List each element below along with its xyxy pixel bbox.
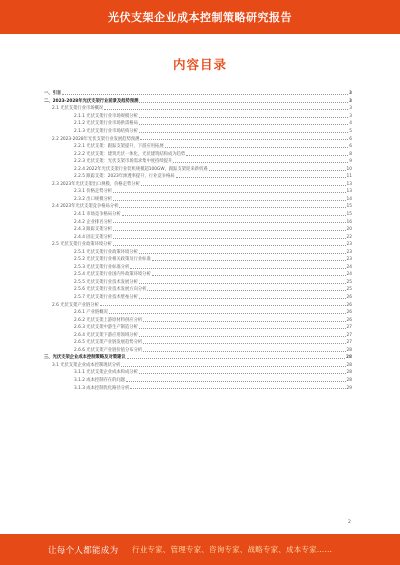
toc-dot-leader — [139, 132, 348, 133]
toc-dot-leader — [152, 275, 346, 276]
toc-dot-leader — [139, 283, 346, 284]
toc-entry[interactable] — [44, 97, 352, 105]
toc-entry-page: 26 — [346, 302, 352, 308]
toc-entry-page: 28 — [346, 370, 352, 376]
toc-dot-leader — [140, 139, 348, 140]
toc-dot-leader — [139, 298, 346, 299]
toc-entry[interactable] — [44, 232, 352, 240]
toc-entry[interactable] — [44, 240, 352, 248]
toc-entry-title: 3.1.2 成本控制存在的问题 — [74, 378, 125, 384]
toc-entry-title: 2.1.1 光伏支架行业市场规模分析 — [74, 113, 138, 119]
toc-entry-title: 2.4.4 固定支架分析 — [74, 234, 113, 240]
toc-entry-title: 2.6.2 光伏支架上游原材料供应分析 — [74, 317, 143, 323]
toc-dot-leader — [143, 343, 345, 344]
toc-dot-leader — [113, 200, 345, 201]
toc-entry-page: 23 — [346, 249, 352, 255]
toc-entry-page: 27 — [346, 340, 352, 346]
toc-entry-page: 6 — [349, 144, 352, 150]
toc-entry[interactable] — [44, 353, 352, 361]
toc-entry[interactable] — [44, 112, 352, 120]
toc-dot-leader — [62, 94, 348, 95]
toc-dot-leader — [143, 351, 345, 352]
toc-dot-leader — [126, 381, 346, 382]
toc-dot-leader — [113, 230, 345, 231]
toc-entry[interactable] — [44, 300, 352, 308]
toc-dot-leader — [139, 328, 346, 329]
footer-bar — [0, 534, 400, 565]
toc-entry-page: 24 — [346, 272, 352, 278]
toc-dot-leader — [127, 358, 345, 359]
toc-entry[interactable] — [44, 195, 352, 203]
toc-dot-leader — [139, 336, 346, 337]
footer-expert-list: 行业专家、管理专家、咨询专家、战略专家、成本专家…… — [132, 545, 333, 554]
toc-entry-page: 15 — [346, 204, 352, 210]
toc-entry-title: 2.5.4 光伏支架行业国内外政策环境分析 — [74, 272, 151, 278]
toc-dot-leader — [109, 313, 346, 314]
toc-entry-page: 4 — [349, 121, 352, 127]
toc-entry[interactable] — [44, 187, 352, 195]
toc-entry-page: 10 — [346, 166, 352, 172]
toc-dot-leader — [165, 147, 349, 148]
toc-dot-leader — [139, 102, 348, 103]
toc-entry[interactable] — [44, 255, 352, 263]
toc-entry-title: 三、光伏支架企业成本控制策略及对策建议 — [44, 355, 126, 361]
toc-entry-title: 2.4.2 企业排名分析 — [74, 219, 113, 225]
toc-entry-page: 3 — [349, 91, 352, 97]
toc-entry-title: 2.5.2 光伏支架行业相关政策及行业标准 — [74, 257, 151, 263]
toc-entry[interactable] — [44, 285, 352, 293]
toc-entry[interactable] — [44, 172, 352, 180]
report-header-bar — [0, 0, 400, 34]
toc-dot-leader — [209, 170, 346, 171]
toc-entry-page: 26 — [346, 317, 352, 323]
toc-dot-leader — [139, 373, 346, 374]
toc-entry-title: 2.6 光伏支架产业链分析 — [52, 302, 99, 308]
toc-entry[interactable] — [44, 157, 352, 165]
toc-dot-leader — [147, 290, 345, 291]
toc-entry-page: 6 — [349, 136, 352, 142]
toc-dot-leader — [152, 260, 346, 261]
toc-entry-title: 2.6.3 光伏支架中游生产制造分析 — [74, 325, 138, 331]
toc-entry-title: 2.2.3 光伏支架：光伏支架市场需求集中度持续提升 — [74, 159, 173, 165]
toc-entry-title: 2.2 2023-2028年光伏支架行业发展趋势预测 — [52, 136, 140, 142]
toc-entry-page: 3 — [349, 98, 352, 104]
toc-dot-leader — [173, 162, 348, 163]
toc-dot-leader — [139, 117, 348, 118]
toc-entry-title: 2.2.1 光伏支架：跟踪支架提升，下游应用拓展 — [74, 144, 164, 150]
toc-entry-page: 28 — [346, 355, 352, 361]
toc-entry-title: 2.1 光伏支架行业市场概况 — [52, 106, 104, 112]
toc-dot-leader — [176, 177, 346, 178]
toc-entry-page: 3 — [349, 113, 352, 119]
toc-entry-title: 3.1.3 成本控制优化路径分析 — [74, 385, 130, 391]
toc-entry-title: 2.1.2 光伏支架行业市场供需格局 — [74, 121, 138, 127]
toc-dot-leader — [186, 155, 348, 156]
toc-entry-title: 2.4.3 跟踪支架分析 — [74, 227, 113, 233]
toc-dot-leader — [121, 366, 345, 367]
toc-entry[interactable] — [44, 361, 352, 369]
toc-entry[interactable] — [44, 315, 352, 323]
toc-entry[interactable] — [44, 247, 352, 255]
toc-entry[interactable] — [44, 217, 352, 225]
toc-entry-page: 15 — [346, 212, 352, 217]
toc-dot-leader — [113, 222, 345, 223]
toc-dot-leader — [104, 109, 348, 110]
toc-entry-title: 2.6.1 产业链概况 — [74, 310, 108, 316]
table-of-contents — [44, 89, 352, 391]
toc-entry-title: 2.6.6 光伏支架产业链价值分布分析 — [74, 347, 143, 353]
toc-dot-leader — [113, 245, 346, 246]
toc-entry-page: 23 — [346, 242, 352, 248]
toc-entry-title: 2.5.1 光伏支架行业政策环境分析 — [74, 249, 138, 255]
toc-entry[interactable] — [44, 202, 352, 210]
toc-entry-title: 2.2.5 跟踪支架：2023年渗透率提升，行业竞争格局 — [74, 174, 175, 180]
report-title: 光伏支架企业成本控制策略研究报告 — [108, 11, 292, 24]
toc-dot-leader — [100, 305, 346, 306]
toc-entry-title: 2.5 光伏支架行业政策环境分析 — [52, 242, 112, 248]
toc-entry[interactable] — [44, 104, 352, 112]
toc-entry-page: 13 — [346, 189, 352, 195]
toc-entry[interactable] — [44, 368, 352, 376]
toc-entry-title: 2.5.5 光伏支架行业技术发展分析 — [74, 279, 138, 285]
toc-entry[interactable] — [44, 383, 352, 391]
toc-entry-title: 2.5.3 光伏支架行业标准分析 — [74, 264, 130, 270]
toc-entry-page: 14 — [346, 196, 352, 202]
toc-entry-title: 3.1.1 光伏支架企业成本构成分析 — [74, 370, 138, 376]
toc-entry-page: 28 — [346, 378, 352, 384]
toc-entry-page: 24 — [346, 264, 352, 270]
toc-entry-title: 一、引言 — [44, 91, 62, 97]
toc-entry-title: 2.5.7 光伏支架行业技术壁垒分析 — [74, 295, 138, 301]
toc-entry-page: 25 — [346, 279, 352, 285]
toc-entry-title: 2.3 2023年光伏支架出口规模、价格走势分析 — [52, 181, 140, 187]
toc-entry-title: 2.2.4 2022年光伏支架行业装机规模超100GW，跟踪支架迎来新机遇 — [74, 166, 208, 172]
toc-entry-page: 27 — [346, 325, 352, 331]
toc-entry[interactable] — [44, 293, 352, 301]
toc-entry[interactable] — [44, 376, 352, 384]
toc-dot-leader — [141, 185, 346, 186]
toc-entry-page: 28 — [346, 347, 352, 353]
toc-entry-title: 2.6.4 光伏支架下游应用领域分析 — [74, 332, 138, 338]
toc-dot-leader — [113, 192, 345, 193]
toc-dot-leader — [113, 238, 345, 239]
toc-entry-page: 13 — [346, 181, 352, 187]
toc-entry-page: 16 — [346, 219, 352, 225]
toc-entry[interactable] — [44, 134, 352, 142]
toc-entry-page: 20 — [346, 227, 352, 233]
toc-dot-leader — [122, 215, 346, 216]
toc-entry-title: 2.1.3 光伏支架行业市场结构分析 — [74, 128, 138, 134]
toc-entry[interactable] — [44, 142, 352, 150]
toc-entry[interactable] — [44, 278, 352, 286]
toc-entry-page: 9 — [349, 159, 352, 165]
toc-entry[interactable] — [44, 331, 352, 339]
toc-entry-page: 22 — [346, 234, 352, 240]
toc-entry[interactable] — [44, 270, 352, 278]
toc-dot-leader — [139, 253, 346, 254]
toc-entry-title: 二、2023-2028年光伏支架行业前景及趋势预测 — [44, 98, 139, 104]
toc-entry-title: 2.5.6 光伏支架行业技术发展方向分析 — [74, 287, 147, 293]
toc-entry[interactable] — [44, 338, 352, 346]
toc-entry-page: 28 — [346, 362, 352, 368]
toc-entry[interactable] — [44, 225, 352, 233]
toc-entry-page: 29 — [346, 385, 352, 391]
toc-entry-page: 26 — [346, 310, 352, 316]
toc-entry[interactable] — [44, 323, 352, 331]
toc-entry-page: 27 — [346, 332, 352, 338]
toc-entry-page: 23 — [346, 257, 352, 263]
toc-entry-title: 3.1 光伏支架企业成本控制现状分析 — [52, 362, 121, 368]
toc-entry-page: 5 — [349, 128, 352, 134]
toc-dot-leader — [130, 388, 345, 389]
toc-heading: 内容目录 — [172, 57, 227, 72]
toc-entry[interactable] — [44, 263, 352, 271]
toc-dot-leader — [143, 321, 345, 322]
toc-entry-page: 3 — [349, 106, 352, 112]
toc-entry-title: 2.4.1 市场竞争格局分析 — [74, 212, 121, 217]
toc-entry[interactable] — [44, 149, 352, 157]
toc-entry[interactable] — [44, 89, 352, 97]
toc-entry[interactable] — [44, 127, 352, 135]
footer-slogan: 让每个人都能成为 — [48, 546, 119, 556]
toc-entry[interactable] — [44, 210, 352, 218]
toc-entry-title: 2.3.1 价格走势分析 — [74, 189, 113, 195]
toc-entry-title: 2.4 2023年光伏支架竞争格局分析 — [52, 204, 119, 210]
toc-dot-leader — [119, 207, 345, 208]
toc-entry-title: 2.3.2 出口规模分析 — [74, 196, 113, 202]
toc-entry-page: 26 — [346, 295, 352, 301]
toc-entry[interactable] — [44, 308, 352, 316]
toc-entry-title: 2.2.2 光伏支架：建筑光伏一体化，光伏建筑结构成为趋势 — [74, 151, 186, 157]
toc-entry[interactable] — [44, 164, 352, 172]
toc-dot-leader — [130, 268, 345, 269]
toc-entry-page: 8 — [349, 151, 352, 157]
toc-entry-page: 11 — [346, 174, 352, 180]
toc-entry-title: 2.6.5 光伏支架产业链发展趋势分析 — [74, 340, 143, 346]
toc-entry[interactable] — [44, 346, 352, 354]
toc-entry-page: 25 — [346, 287, 352, 293]
toc-entry[interactable] — [44, 180, 352, 188]
toc-entry[interactable] — [44, 119, 352, 127]
page-number: 2 — [348, 520, 351, 525]
toc-dot-leader — [139, 124, 348, 125]
